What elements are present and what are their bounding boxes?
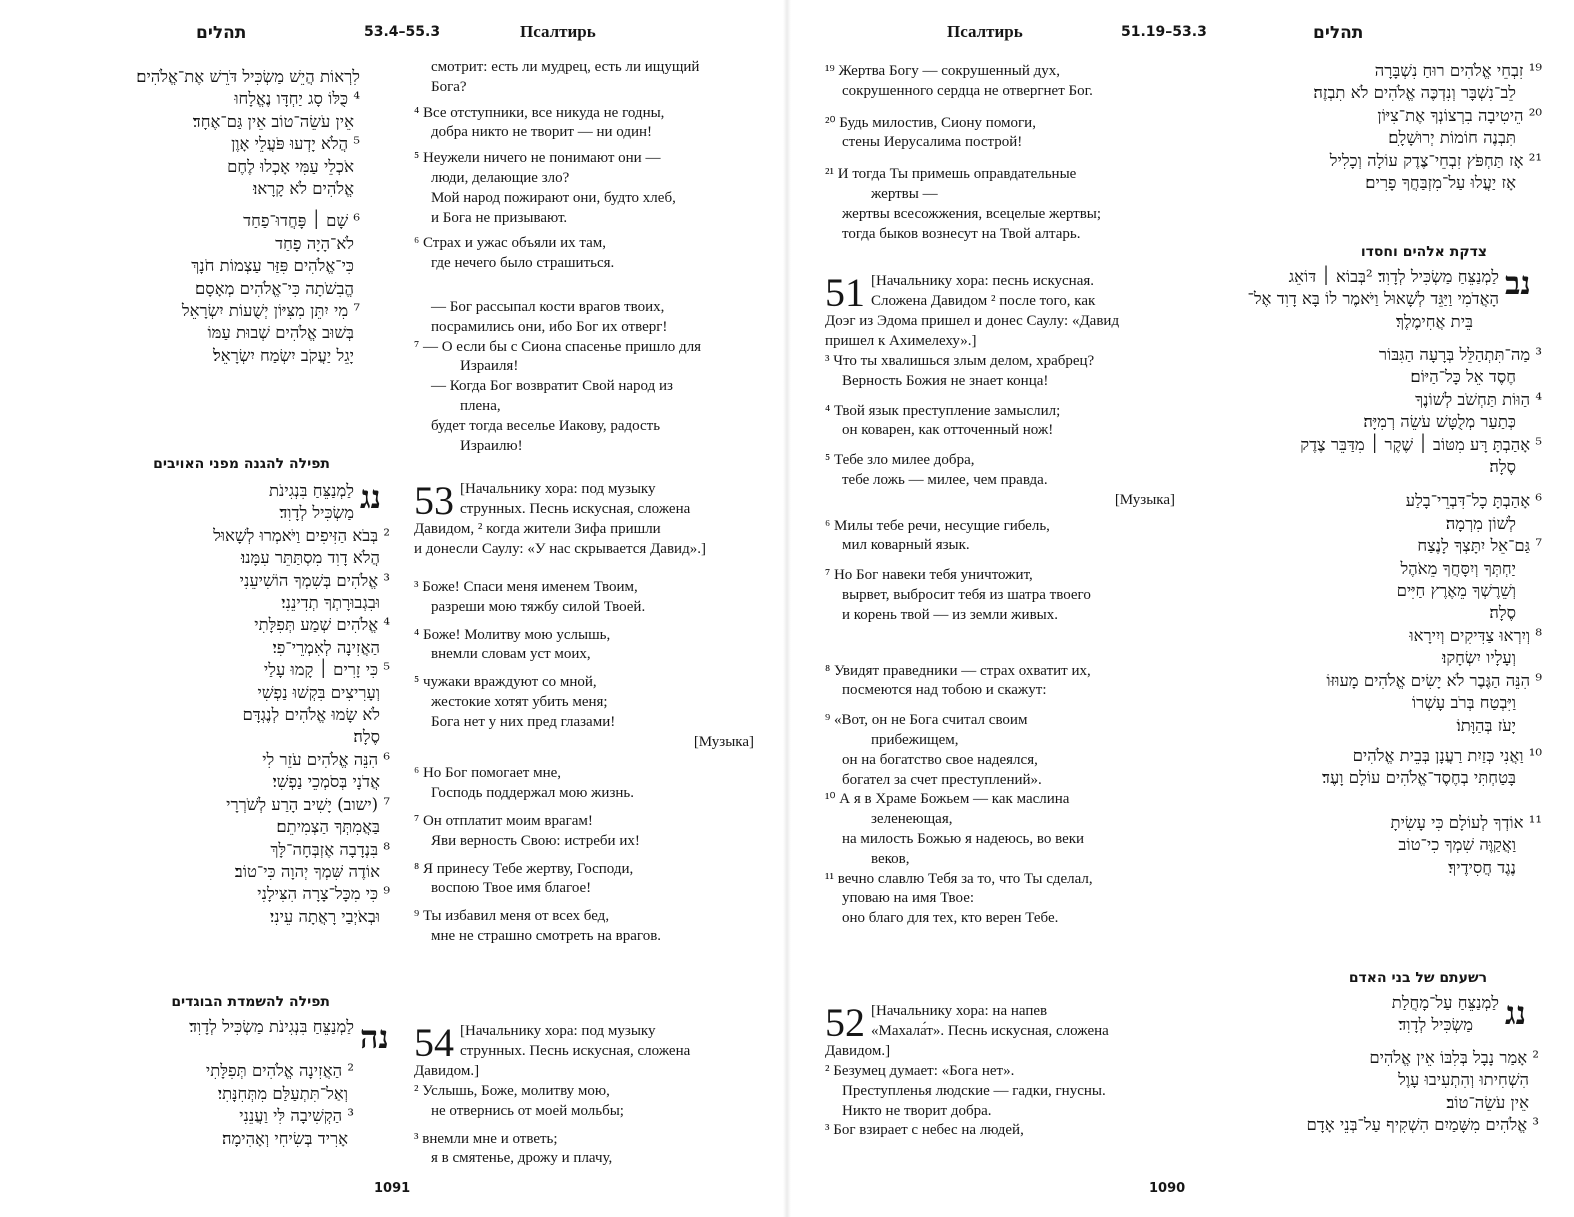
russian-line: люди, делающие зло? — [431, 169, 570, 186]
hebrew-line: לִרְאוֹת הֲיֵשׁ מַשְׂכִּיל דֹּרֵשׁ אֶת־אֱלֹהִים׃ — [136, 67, 360, 86]
russian-line: Верность Божия не знает конца! — [842, 372, 1049, 389]
russian-line: уповаю на имя Твое: — [842, 890, 975, 907]
hebrew-line: ² בְּבֹא הַזִּיפִים וַיֹּאמְרוּ לְשָׁאוּל — [213, 525, 390, 545]
hebrew-line: ¹⁹ זִבְחֵי אֱלֹהִים רוּחַ נִשְׁבָּרָה — [1374, 61, 1542, 80]
psalm-54-hebrew — [60, 1016, 354, 1150]
hebrew-line: אוֹדֶה שִּׁמְךָ יְהוָה כִּי־טוֹב׃ — [234, 861, 380, 881]
russian-line: ⁶ Милы тебе речи, несущие гибель, — [825, 517, 1050, 534]
psalm-52-hebrew-number: נג — [1505, 994, 1526, 1032]
hebrew-line: אֵין עֹשֵׂה־טוֹב אֵין גַּם־אֶחָד׃ — [192, 111, 354, 131]
hebrew-line: מַשְׂכִּיל לְדָוִד׃ — [1398, 1015, 1473, 1035]
hebrew-line: וְעָלָיו יִשְׂחָקוּ׃ — [1442, 648, 1516, 668]
psalm-51-section-title: צדקת אלהים וחסדו — [1360, 244, 1487, 260]
russian-line: посмеются над тобою и скажут: — [842, 682, 1047, 699]
russian-line: и корень твой — из земли живых. — [842, 606, 1058, 623]
hebrew-line: ⁶ אָהַבְתָּ כָל־דִּבְרֵי־בָלַע — [1405, 491, 1542, 511]
hebrew-line: ⁶ שָׁם ׀ פָּחֲדוּ־פַחַד — [243, 211, 360, 231]
psalm-51-hebrew-intro — [1217, 266, 1499, 333]
russian-line: мил коварный язык. — [842, 537, 970, 554]
russian-line: богател за счет преступлений». — [842, 771, 1042, 788]
hebrew-line: בֵּית אֲחִימֶלֶךְ׃ — [1395, 311, 1473, 331]
psalm-53-intro — [414, 480, 754, 560]
psalm-51-intro — [825, 272, 1175, 352]
psalm-51-russian — [825, 352, 1175, 929]
hebrew-line: ⁴ כֻּלּוֹ סָג יַחְדָּו נֶאֱלָחוּ — [234, 89, 360, 109]
russian-line: ⁵ чужаки враждуют со мной, — [414, 674, 597, 691]
music-marker: [Музыка] — [1114, 491, 1175, 508]
russian-line: ⁸ Я принесу Тебе жертву, Господи, — [414, 860, 634, 877]
hebrew-line: סֶלָה׃ — [1489, 457, 1516, 477]
left-page-number: 1091 — [374, 1181, 411, 1196]
russian-line: ⁴ Твой язык преступление замыслил; — [825, 402, 1061, 419]
hebrew-line: ²⁰ הֵיטִיבָה בִרְצוֹנְךָ אֶת־צִיּוֹן — [1377, 105, 1542, 125]
russian-line: ¹⁹ Жертва Богу — сокрушенный дух, — [825, 63, 1060, 79]
russian-line: ¹¹ вечно славлю Тебя за то, что Ты сделал, — [825, 870, 1093, 887]
russian-line: жертвы — — [871, 185, 938, 202]
music-marker: [Музыка] — [693, 733, 754, 750]
russian-line: Бога? — [431, 78, 467, 95]
russian-line: ³ Боже! Спаси меня именем Твоим, — [414, 579, 638, 595]
russian-line: зеленеющая, — [871, 811, 953, 828]
hebrew-line: הֱבִשֹׁתָה כִּי־אֱלֹהִים מְאָסָם׃ — [195, 278, 354, 298]
russian-line: вырвет, выбросит тебя из шатра твоего — [842, 586, 1091, 603]
hebrew-line: אָז יַעֲלוּ עַל־מִזְבַּחֲךָ פָרִים׃ — [1365, 173, 1516, 193]
hebrew-line: וּבִגְבוּרָתְךָ תְדִינֵנִי׃ — [281, 593, 380, 613]
russian-line: Израилю! — [460, 437, 523, 454]
russian-line: ² Услышь, Боже, молитву мою, — [414, 1083, 610, 1099]
psalm-53-russian — [414, 578, 754, 947]
hebrew-line: אֲדֹנָי בְּסֹמְכֵי נַפְשִׁי׃ — [272, 772, 380, 792]
hebrew-line: ¹⁰ וַאֲנִי כְּזַיִת רַעֲנָן בְּבֵית אֱלֹהִים — [1352, 745, 1542, 765]
russian-line: прибежищем, — [871, 731, 959, 748]
hebrew-line: לְשׁוֹן מִרְמָה׃ — [1445, 513, 1516, 533]
hebrew-line: לֹא־הָיָה פָחַד — [275, 233, 354, 253]
psalm-53-hebrew-number: נג — [360, 478, 381, 516]
hebrew-line: וְשֵׁרֶשְׁךָ מֵאֶרֶץ חַיִּים — [1396, 581, 1516, 601]
intro-line: струнных. Песнь искусная, сложена — [460, 1042, 691, 1059]
russian-line: стены Иерусалима построй! — [842, 134, 1023, 151]
hebrew-line: לַמְנַצֵּחַ מַשְׂכִּיל לְדָוִד׃ ²בְּבוֹא ׀ דּוֹאֵג — [1288, 267, 1499, 286]
russian-line: Мой народ пожирают они, будто хлеб, — [431, 189, 676, 206]
psalm-53-section-title: תפילה להגנה מפני האויבים — [153, 456, 330, 472]
russian-line: ⁹ «Вот, он не Бога считал своим — [825, 712, 1028, 729]
left-russian-top — [414, 58, 754, 456]
russian-line: добра никто не творит — ни один! — [431, 124, 653, 141]
russian-line: воспою Твое имя благое! — [431, 880, 592, 897]
psalm-53-number: 53 — [414, 478, 454, 523]
hebrew-line: כִּי־אֱלֹהִים פִּזַּר עַצְמוֹת חֹנָךְ — [191, 256, 354, 276]
hebrew-line: ³ הַקְשִׁיבָה לִּי וַעֲנֵנִי — [239, 1106, 354, 1126]
hebrew-line: ⁴ אֱלֹהִים שְׁמַע תְּפִלָּתִי — [254, 615, 390, 635]
intro-line: [Начальнику хора: на напев — [871, 1003, 1048, 1019]
russian-line: ³ Бог взирает с небес на людей, — [825, 1122, 1024, 1139]
hebrew-line: אֵין עֹשֵׂה־טוֹב׃ — [1446, 1092, 1529, 1112]
hebrew-line: בְּשׁוּב אֱלֹהִים שְׁבוּת עַמּוֹ — [207, 323, 354, 343]
left-hebrew-top — [60, 66, 360, 367]
russian-line: Израиля! — [460, 358, 519, 375]
psalm-51-hebrew-number: נב — [1505, 264, 1531, 302]
russian-line: он коварен, как отточенный нож! — [842, 422, 1054, 439]
hebrew-line: ⁵ אָהַבְתָּ רָּע מִטּוֹב ׀ שֶׁקֶר ׀ מִדַּבֵּר צֶדֶק — [1300, 434, 1542, 454]
hebrew-line: הַאֲזִינָה לְאִמְרֵי־פִי׃ — [272, 637, 380, 657]
russian-line: сокрушенного сердца не отвергнет Бог. — [842, 82, 1093, 99]
hebrew-line: יָעֹז בְּהַוָּתוֹ׃ — [1456, 715, 1516, 735]
left-header-hebrew: תהלים — [196, 23, 247, 43]
hebrew-line: לַמְנַצֵּחַ בִּנְגִינֹת מַשְׂכִּיל לְדָוִד׃ — [189, 1017, 354, 1036]
hebrew-line: בַּאֲמִתְּךָ הַצְמִיתֵם׃ — [276, 817, 380, 837]
russian-line: мне не страшно смотреть на врагов. — [431, 927, 662, 944]
hebrew-line: ⁷ מִי יִתֵּן מִצִּיּוֹן יְשֻׁעוֹת יִשְׂרָאֵל — [181, 301, 360, 321]
hebrew-line: ³ אֱלֹהִים מִשָּׁמַיִם הִשְׁקִיף עַל־בְּנֵי אָדָם — [1306, 1115, 1539, 1135]
russian-line: ¹⁰ А я в Храме Божьем — как маслина — [825, 791, 1070, 808]
hebrew-line: הָאֲדֹמִי וַיַּגֵּד לְשָׁאוּל וַיֹּאמֶר לוֹ בָּא דָוִד אֶל־ — [1247, 289, 1499, 309]
hebrew-line: וַיִּבְטַח בְּרֹב עָשְׁרוֹ — [1411, 693, 1516, 713]
hebrew-line: ⁸ בִּנְדָבָה אֶזְבְּחָה־לָּךְ — [270, 839, 390, 859]
hebrew-line: וְאַל־תִּתְעַלַּם מִתְּחִנָּתִי׃ — [217, 1083, 348, 1103]
hebrew-line: ³ מַה־תִּתְהַלֵּל בְּרָעָה הַגִּבּוֹר — [1378, 345, 1542, 364]
russian-line: Господь поддержал мою жизнь. — [431, 785, 634, 802]
psalm-54-russian — [414, 1082, 754, 1169]
hebrew-line: נֶגֶד חֲסִידֶיךָ׃ — [1448, 857, 1516, 877]
left-header-title: Псалтирь — [520, 22, 596, 41]
hebrew-line: סֶלָה׃ — [1489, 603, 1516, 623]
russian-line: где нечего было страшиться. — [431, 255, 615, 272]
russian-line: ²¹ И тогда Ты примешь оправдательные — [825, 166, 1077, 183]
russian-line: и Бога не призывают. — [431, 209, 568, 226]
hebrew-line: ⁸ וְיִרְאוּ צַדִּיקִים וְיִירָאוּ — [1409, 625, 1542, 645]
psalm-52-intro — [825, 1002, 1175, 1062]
intro-line: и донесли Саулу: «У нас скрывается Давид».] — [414, 540, 706, 557]
intro-line: [Начальнику хора: под музыку — [460, 1023, 656, 1039]
right-russian-top — [825, 62, 1175, 244]
hebrew-line: ⁶ הִנֵּה אֱלֹהִים עֹזֵר לִי — [262, 749, 390, 769]
psalm-54-section-title: תפילה להשמדת הבוגדים — [171, 994, 330, 1010]
russian-line: тебе ложь — милее, чем правда. — [842, 471, 1048, 488]
psalm-54-intro — [414, 1022, 754, 1082]
russian-line: ⁴ Все отступники, все никуда не годны, — [414, 104, 665, 121]
russian-line: он на богатство свое надеялся, — [842, 751, 1038, 768]
hebrew-line: ⁹ כִּי מִכָּל־צָרָה הִצִּילָנִי — [257, 884, 390, 904]
hebrew-line: ² הַאֲזִינָה אֱלֹהִים תְּפִלָּתִי — [205, 1061, 354, 1081]
russian-line: на милость Божью я надеюсь, во веки — [842, 830, 1085, 847]
hebrew-line: ⁹ הִנֵּה הַגֶּבֶר לֹא יָשִׂים אֱלֹהִים מָעוּזּוֹ — [1326, 670, 1542, 690]
russian-line: я в смятенье, дрожу и плачу, — [431, 1150, 613, 1167]
russian-line: тогда быков вознесут на Твой алтарь. — [842, 225, 1081, 242]
psalm-52-number: 52 — [825, 1000, 865, 1045]
psalm-54-hebrew-number: נה — [360, 1018, 389, 1056]
russian-line: веков, — [871, 850, 910, 867]
russian-line: — Бог рассыпал кости врагов твоих, — [431, 298, 665, 315]
russian-line: Преступленья людские — гадки, гнусны. — [842, 1082, 1106, 1099]
hebrew-line: יַחְתְּךָ וְיִסָּחֲךָ מֵאֹהֶל — [1400, 558, 1516, 578]
left-header-reference: 53.4–55.3 — [364, 24, 441, 40]
hebrew-line: ⁷ (ישוב) יָשִׁיב הָרַע לְשֹׁרְרָי — [226, 794, 390, 814]
right-hebrew-top — [1217, 60, 1542, 194]
russian-line: Бога нет у них пред глазами! — [431, 713, 616, 730]
intro-line: струнных. Песнь искусная, сложена — [460, 500, 691, 517]
russian-line: жестокие хотят убить меня; — [431, 693, 608, 710]
hebrew-line: ¹¹ אוֹדְךָ לְעוֹלָם כִּי עָשִׂיתָ — [1390, 812, 1542, 832]
russian-line: оно благо для тех, кто верен Тебе. — [842, 910, 1059, 927]
russian-line: ⁵ Неужели ничего не понимают они — — [414, 150, 661, 167]
intro-line: пришел к Ахимелеху».] — [825, 332, 977, 349]
russian-line: жертвы всесожжения, всецелые жертвы; — [842, 205, 1102, 222]
hebrew-line: כְּתַעַר מְלֻטָּשׁ עֹשֵׂה רְמִיָּה׃ — [1363, 412, 1516, 432]
russian-line: ⁶ Но Бог помогает мне, — [414, 765, 562, 782]
hebrew-line: חֶסֶד אֵל כָּל־הַיּוֹם׃ — [1410, 367, 1516, 387]
hebrew-line: אָרִיד בְּשִׂיחִי וְאָהִימָה׃ — [221, 1128, 348, 1148]
hebrew-line: וּבְאֹיְבַי רָאֲתָה עֵינִי׃ — [269, 906, 380, 926]
hebrew-line: אֹכְלֵי עַמִּי אָכְלוּ לֶחֶם — [227, 156, 354, 176]
intro-line: Давидом.] — [825, 1043, 891, 1059]
russian-line: ⁴ Боже! Молитву мою услышь, — [414, 626, 611, 643]
russian-line: ⁷ Но Бог навеки тебя уничтожит, — [825, 567, 1033, 584]
right-page — [787, 0, 1574, 1217]
russian-line: ³ внемли мне и ответь; — [414, 1130, 558, 1147]
hebrew-line: וַאֲקַוֶּה שִׁמְךָ כִי־טוֹב — [1398, 835, 1516, 855]
hebrew-line: ⁴ הַוּוֹת תַּחְשֹׁב לְשׁוֹנֶךָ — [1415, 389, 1542, 409]
hebrew-line: ³ אֱלֹהִים בְּשִׁמְךָ הוֹשִׁיעֵנִי — [239, 570, 390, 590]
russian-line: смотрит: есть ли мудрец, есть ли ищущий — [431, 59, 700, 75]
psalm-51-hebrew — [1217, 344, 1542, 879]
russian-line: Никто не творит добра. — [842, 1102, 992, 1119]
intro-line: Давидом.] — [414, 1063, 480, 1079]
russian-line: плена, — [460, 397, 501, 414]
hebrew-line: לֹא שָׂמוּ אֱלֹהִים לְנֶגְדָּם — [242, 705, 380, 725]
hebrew-line: וְעָרִיצִים בִּקְשׁוּ נַפְשִׁי — [257, 682, 380, 702]
hebrew-line: סֶלָה׃ — [353, 727, 380, 747]
psalm-53-hebrew — [60, 480, 390, 928]
hebrew-line: מַשְׂכִּיל לְדָוִד׃ — [279, 503, 354, 523]
russian-line: ⁶ Страх и ужас объяли их там, — [414, 235, 607, 252]
right-header-hebrew: תהלים — [1313, 23, 1364, 43]
right-page-number: 1090 — [1149, 1181, 1186, 1196]
russian-line: ⁷ Он отплатит моим врагам! — [414, 812, 593, 829]
russian-line: не отвернись от моей мольбы; — [431, 1102, 624, 1119]
psalm-52-section-title: רשעתם של בני האדם — [1348, 970, 1487, 986]
right-header-reference: 51.19–53.3 — [1121, 24, 1207, 40]
hebrew-line: הִשְׁחִיתוּ וְהִתְעִיבוּ עָוֶל — [1398, 1070, 1529, 1090]
hebrew-line: תִּבְנֶה חוֹמוֹת יְרוּשָׁלָ‍ִם׃ — [1388, 128, 1516, 148]
russian-line: — Когда Бог возвратит Свой народ из — [431, 378, 673, 395]
psalm-52-russian — [825, 1062, 1175, 1141]
psalm-54-number: 54 — [414, 1020, 454, 1065]
russian-line: ² Безумец думает: «Бога нет». — [825, 1063, 1015, 1079]
psalm-51-number: 51 — [825, 270, 865, 315]
russian-line: внемли словам уст моих, — [431, 646, 591, 663]
russian-line: ⁹ Ты избавил меня от всех бед, — [414, 908, 610, 925]
hebrew-line: ⁵ כִּי זָרִים ׀ קָמוּ עָלַי — [263, 660, 390, 680]
hebrew-line: לַמְנַצֵּחַ בִּנְגִינֹת — [268, 481, 354, 500]
russian-line: посрамились они, ибо Бог их отверг! — [431, 318, 668, 335]
russian-line: разреши мою тяжбу силой Твоей. — [431, 598, 646, 615]
russian-line: Яви верность Свою: истреби их! — [431, 832, 640, 849]
intro-line: [Начальнику хора: песнь искусная. — [871, 273, 1095, 289]
hebrew-line: לֵב־נִשְׁבָּר וְנִדְכֶּה אֱלֹהִים לֹא תִבְזֶה׃ — [1313, 83, 1516, 103]
hebrew-line: ⁷ גַּם־אֵל יִתָּצְךָ לָנֶצַח — [1417, 536, 1542, 556]
hebrew-line: יָגֵל יַעֲקֹב יִשְׂמַח יִשְׂרָאֵל׃ — [213, 345, 354, 365]
hebrew-line: ²¹ אָז תַּחְפֹּץ זִבְחֵי־צֶדֶק עוֹלָה וְכָלִיל — [1329, 150, 1542, 170]
intro-line: [Начальнику хора: под музыку — [460, 481, 656, 497]
hebrew-line: לַמְנַצֵּחַ עַל־מָחֲלַת — [1391, 993, 1499, 1012]
russian-line: ⁷ — О если бы с Сиона спасенье пришло для — [414, 338, 702, 355]
intro-line: Сложена Давидом ² после того, как — [871, 292, 1096, 309]
intro-line: Доэг из Эдома пришел и донес Саулу: «Давид — [825, 313, 1120, 329]
russian-line: ²⁰ Будь милостив, Сиону помоги, — [825, 114, 1036, 131]
right-header-title: Псалтирь — [947, 22, 1023, 41]
russian-line: ³ Что ты хвалишься злым делом, храбрец? — [825, 353, 1095, 369]
hebrew-line: אֱלֹהִים לֹא קָרָאוּ׃ — [253, 179, 354, 199]
intro-line: Давидом, ² когда жители Зифа пришли — [414, 521, 661, 537]
hebrew-line: ² אָמַר נָבָל בְּלִבּוֹ אֵין אֱלֹהִים — [1369, 1047, 1539, 1067]
russian-line: ⁵ Тебе зло милее добра, — [825, 452, 975, 469]
intro-line: «Махала́т». Песнь искусная, сложена — [871, 1022, 1109, 1039]
hebrew-line: ⁵ הֲלֹא יָדְעוּ פֹּעֲלֵי אָוֶן — [231, 134, 360, 154]
hebrew-line: הֲלֹא דָוִד מִסְתַּתֵּר עִמָּנוּ׃ — [240, 548, 380, 568]
hebrew-line: בָּטַחְתִּי בְחֶסֶד־אֱלֹהִים עוֹלָם וָעֶד׃ — [1322, 768, 1516, 788]
russian-line: ⁸ Увидят праведники — страх охватит их, — [825, 662, 1091, 679]
russian-line: будет тогда веселье Иакову, радость — [431, 417, 661, 434]
